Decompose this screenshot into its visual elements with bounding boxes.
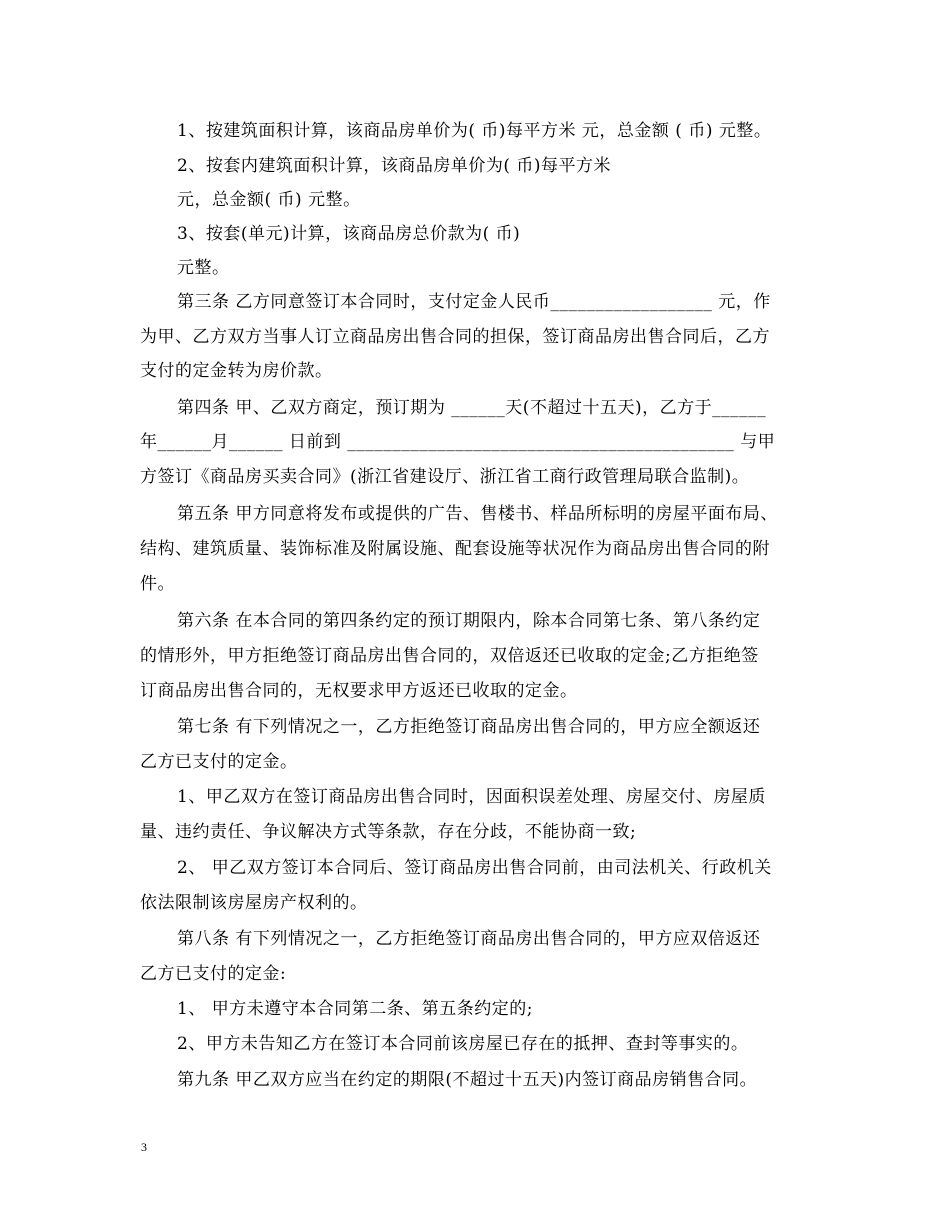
text-line: 乙方已支付的定金: [140, 964, 287, 984]
text-line: 第九条 甲乙双方应当在约定的期限(不超过十五天)内签订商品房销售合同。 [177, 1070, 758, 1090]
text-line: 方签订《商品房买卖合同》(浙江省建设厅、浙江省工商行政管理局联合监制)。 [140, 467, 750, 487]
text-line: 依法限制该房屋房产权利的。 [140, 893, 368, 913]
text-line: 订商品房出售合同的，无权要求甲方返还已收取的定金。 [140, 681, 578, 701]
text-line: 元，总金额( 币) 元整。 [177, 190, 361, 210]
text-line: 1、按建筑面积计算，该商品房单价为( 币)每平方米 元，总金额 ( 币) 元整。 [177, 121, 772, 141]
text-line: 第四条 甲、乙双方商定，预订期为 ______天(不超过十五天)，乙方于______ [177, 398, 767, 418]
text-line: 2、按套内建筑面积计算，该商品房单价为( 币)每平方米 [177, 156, 611, 176]
text-line: 的情形外，甲方拒绝签订商品房出售合同的，双倍返还已收取的定金;乙方拒绝签 [140, 646, 759, 666]
page-number: 3 [141, 1140, 147, 1154]
text-line: 1、甲乙双方在签订商品房出售合同时，因面积误差处理、房屋交付、房屋质 [177, 787, 766, 807]
text-line: 乙方已支付的定金。 [140, 752, 298, 772]
text-line: 3、按套(单元)计算，该商品房总价款为( 币) [177, 224, 521, 244]
text-line: 年______月______ 日前到 ___________________________________________ 与甲 [140, 432, 776, 452]
text-line: 第七条 有下列情况之一，乙方拒绝签订商品房出售合同的，甲方应全额返还 [177, 717, 761, 737]
text-line: 2、甲方未告知乙方在签订本合同前该房屋已存在的抵押、查封等事实的。 [177, 1034, 749, 1054]
text-line: 量、违约责任、争议解决方式等条款，存在分歧，不能协商一致; [140, 822, 637, 842]
text-line: 结构、建筑质量、装饰标准及附属设施、配套设施等状况作为商品房出售合同的附 [140, 539, 770, 559]
text-line: 件。 [140, 574, 175, 594]
text-line: 2、 甲乙双方签订本合同后、签订商品房出售合同前，由司法机关、行政机关 [177, 858, 772, 878]
text-line: 第五条 甲方同意将发布或提供的广告、售楼书、样品所标明的房屋平面布局、 [177, 504, 778, 524]
text-line: 为甲、乙方双方当事人订立商品房出售合同的担保，签订商品房出售合同后，乙方 [140, 327, 770, 347]
text-line: 第三条 乙方同意签订本合同时，支付定金人民币__________________ 元，作 [177, 292, 771, 312]
text-line: 支付的定金转为房价款。 [140, 361, 333, 381]
text-line: 第八条 有下列情况之一，乙方拒绝签订商品房出售合同的，甲方应双倍返还 [177, 929, 761, 949]
text-line: 第六条 在本合同的第四条约定的预订期限内，除本合同第七条、第八条约定 [177, 611, 761, 631]
text-line: 1、 甲方未遵守本合同第二条、第五条约定的; [177, 999, 533, 1019]
text-line: 元整。 [177, 258, 230, 278]
